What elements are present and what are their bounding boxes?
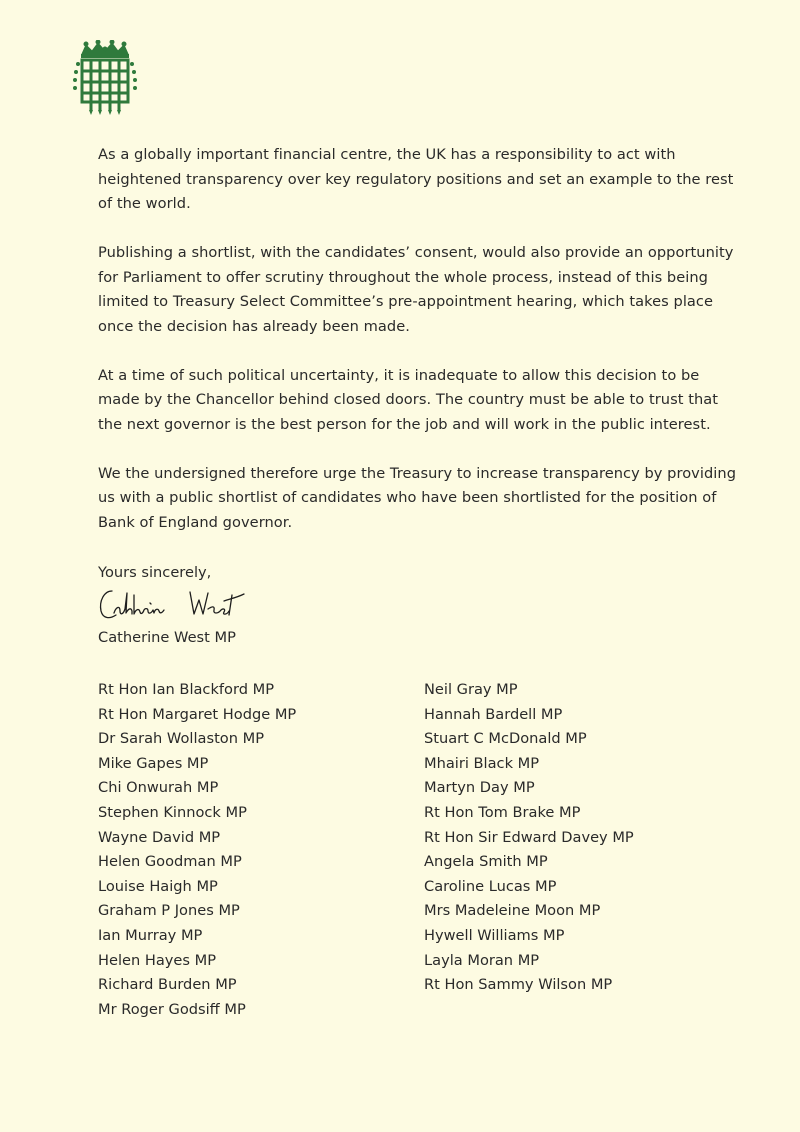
closing-salutation: Yours sincerely,: [98, 564, 212, 581]
signatories-right-column: [424, 678, 634, 998]
paragraph-2: Publishing a shortlist, with the candidates’ consent, would also provide an opportunity for Parliament to offer scrutiny throughout the whole process, instead of this being limited to Treasury Select Committee’s pre-appointment hearing, which takes place once the decision has already been made.: [98, 244, 734, 335]
signatory: Helen Hayes MP: [98, 951, 217, 969]
signatory: Layla Moran MP: [424, 951, 540, 969]
handwritten-signature: [98, 583, 258, 625]
portcullis-icon: [72, 40, 138, 116]
paragraph-4: We the undersigned therefore urge the Treasury to increase transparency by providing us with a public shortlist of candidates who have been shortlisted for the position of Bank of England governor.: [98, 464, 737, 531]
signatory: Neil Gray MP: [424, 681, 518, 698]
signatory: Mhairi Black MP: [424, 754, 540, 772]
signatory: Caroline Lucas MP: [424, 877, 557, 895]
signatory: Stephen Kinnock MP: [98, 803, 247, 821]
signatory: Richard Burden MP: [98, 976, 237, 994]
signatory: Chi Onwurah MP: [98, 779, 219, 797]
paragraph-1: As a globally important financial centre, the UK has a responsibility to act with heightened transparency over key regulatory positions and set an example to the rest of the world.: [98, 146, 734, 212]
signatory: Hywell Williams MP: [424, 926, 565, 944]
signatory: Rt Hon Margaret Hodge MP: [98, 705, 297, 723]
signatory: Helen Goodman MP: [98, 853, 242, 871]
signatory: Rt Hon Ian Blackford MP: [98, 681, 275, 698]
signatory: Stuart C McDonald MP: [424, 730, 587, 748]
signatory: Angela Smith MP: [424, 853, 548, 871]
signatory: Rt Hon Sammy Wilson MP: [424, 976, 613, 994]
signatory: Louise Haigh MP: [98, 877, 218, 895]
signatory: Mike Gapes MP: [98, 754, 209, 772]
signatory: Rt Hon Sir Edward Davey MP: [424, 828, 634, 846]
signatory: Hannah Bardell MP: [424, 705, 563, 723]
letter-body: [98, 143, 738, 560]
signatory: Graham P Jones MP: [98, 902, 240, 920]
signatory: Dr Sarah Wollaston MP: [98, 730, 265, 748]
signer-name: Catherine West MP: [98, 629, 236, 646]
signatories-left-column: [98, 678, 296, 1022]
signatory: Ian Murray MP: [98, 926, 203, 944]
signatory: Rt Hon Tom Brake MP: [424, 803, 581, 821]
signatory: Mr Roger Godsiff MP: [98, 1000, 246, 1018]
signatory: Wayne David MP: [98, 828, 221, 846]
signatory: Martyn Day MP: [424, 779, 535, 797]
paragraph-3: At a time of such political uncertainty, it is inadequate to allow this decision to be made by the Chancellor behind closed doors. The country must be able to trust that the next governor is the best person for the job and will work in the public interest.: [98, 366, 719, 433]
signatory: Mrs Madeleine Moon MP: [424, 902, 601, 920]
